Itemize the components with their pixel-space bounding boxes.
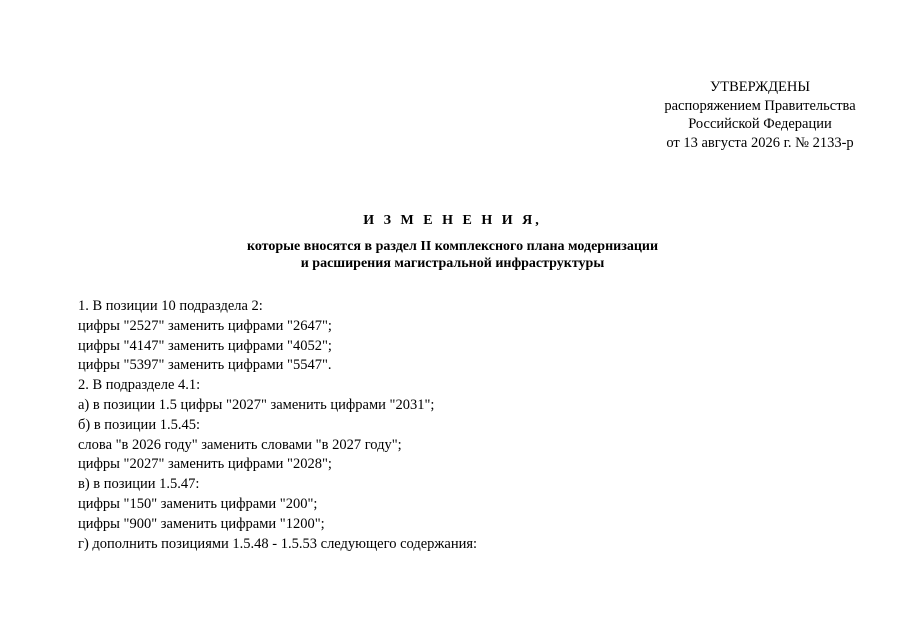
document-body <box>78 297 858 554</box>
paragraph: цифры "2527" заменить цифрами "2647"; <box>78 317 332 334</box>
document-subtitle <box>200 238 705 272</box>
paragraph: г) дополнить позициями 1.5.48 - 1.5.53 следующего содержания: <box>78 535 478 552</box>
paragraph: цифры "2027" заменить цифрами "2028"; <box>78 456 332 473</box>
approval-line-1: распоряжением Правительства <box>664 97 856 114</box>
document-title: И З М Е Н Е Н И Я, <box>363 213 542 228</box>
paragraph: а) в позиции 1.5 цифры "2027" заменить цифрами "2031"; <box>78 396 435 413</box>
subtitle-line-2: и расширения магистральной инфраструктуры <box>300 256 605 271</box>
paragraph: 1. В позиции 10 подраздела 2: <box>78 298 263 314</box>
paragraph: цифры "5397" заменить цифрами "5547". <box>78 357 332 374</box>
approval-line-2: Российской Федерации <box>688 116 832 132</box>
document-heading <box>200 212 705 272</box>
paragraph: цифры "150" заменить цифрами "200"; <box>78 495 318 512</box>
subtitle-line-1: которые вносятся в раздел II комплексного плана модернизации <box>246 239 659 254</box>
approval-block <box>640 78 880 152</box>
paragraph: 2. В подразделе 4.1: <box>78 377 201 394</box>
paragraph: в) в позиции 1.5.47: <box>78 476 200 493</box>
paragraph: цифры "4147" заменить цифрами "4052"; <box>78 337 332 354</box>
paragraph: б) в позиции 1.5.45: <box>78 416 200 433</box>
approval-line-3: от 13 августа 2026 г. № 2133-р <box>666 134 854 151</box>
approval-title: УТВЕРЖДЕНЫ <box>709 79 811 95</box>
paragraph: цифры "900" заменить цифрами "1200"; <box>78 515 325 532</box>
paragraph: слова "в 2026 году" заменить словами "в 2027 году"; <box>78 436 402 453</box>
